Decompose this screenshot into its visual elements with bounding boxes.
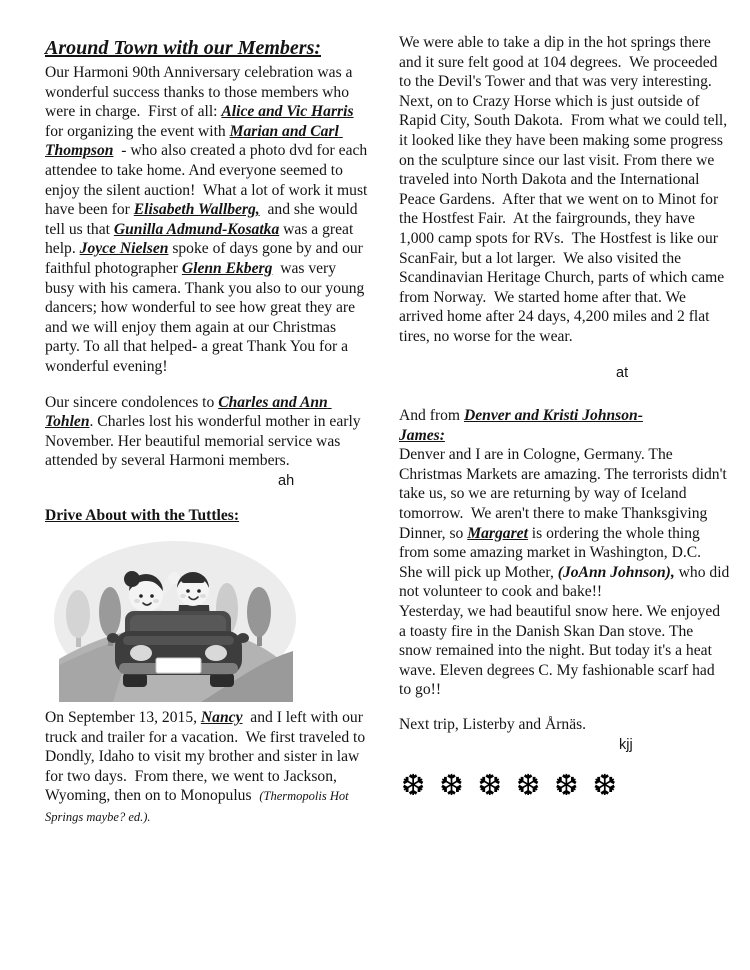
snowflake-icon: ❆ — [439, 768, 478, 803]
section-heading-drive-about: Drive About with the Tuttles: — [45, 507, 240, 525]
couple-driving-car-image — [53, 539, 298, 702]
signature-ah: ah — [278, 472, 295, 489]
anniversary-paragraph: Our Harmoni 90th Anniversary celebration was a wonderful success thanks to those members who were in charge. First of all: Alice and Vic Harris for organizing the event with Marian and Carl Thompson - who also created a photo dvd for each attendee to take home. And everyone seemed to enjoy the silent auction! What a lot of work it must have been for Elisabeth Wallberg, and she would tell us that Gunilla Admund-Kosatka was a great help. Joyce Nielsen spoke of days gone by and our faithful photographer Glenn Ekberg was very busy with his camera. Thank you also to our young dancers; how wonderful to see how great they are and we will enjoy them again at our Christmas party. To all that helped- a great Thank You for a wonderful evening! — [45, 64, 372, 375]
right-column — [399, 33, 734, 805]
snowflake-icon: ❆ — [477, 768, 516, 803]
letter-heading: And from Denver and Kristi Johnson- James: — [399, 407, 643, 444]
snowflake-icon: ❆ — [515, 768, 555, 803]
trip-paragraph: We were able to take a dip in the hot springs there and it sure felt good at 104 degrees. We proceeded to the Devil's Tower and that was very interesting. Next, on to Crazy Horse which is just outside of Rapid City, South Dakota. From what we could tell, it looked like they have been making some progress on the sculpture since our last visit. From there we traveled into North Dakota and the International Peace Gardens. After that we went on to Minot for the Hostfest Fair. At the fairgrounds, they have 1,000 camp spots for RVs. The Hostfest is like our ScanFair, but a lot larger. We also visited the Scandinavian Heritage Church, parts of which came from Norway. We started home after that. We arrived home after 24 days, 4,200 miles and 2 flat tires, no worse for the wear. — [399, 34, 732, 345]
snowflake-divider — [401, 765, 730, 805]
snowflake-icon: ❆ — [401, 768, 440, 803]
snowflake-icon: ❆ — [554, 768, 593, 803]
signature-kjj: kjj — [619, 736, 633, 753]
letter-paragraph: Denver and I are in Cologne, Germany. The Christmas Markets are amazing. The terrorists didn't take us, so we are returning by way of Iceland tomorrow. We aren't there to make Thanksgiving Dinner, so Margaret is ordering the whole thing from some amazing market in Washington, D.C. She will pick up Mother, (JoAnn Johnson), who did not volunteer to cook and bake!! Yesterday, we had beautiful snow here. We enjoyed a toasty fire in the Danish Skan Dan stove. The snow remained into the night. But today it's a heat wave. Eleven degrees C. My fashionable scarf had to go!! — [399, 446, 734, 699]
closing-line: Next trip, Listerby and Årnäs. — [399, 716, 587, 733]
left-column — [45, 36, 372, 828]
snowflake-icon: ❆ — [592, 768, 631, 803]
condolences-paragraph: Our sincere condolences to Charles and Ann Tohlen. Charles lost his wonderful mother in early November. Her beautiful memorial service was attended by several Harmoni members. — [45, 393, 365, 470]
vacation-paragraph: On September 13, 2015, Nancy and I left with our truck and trailer for a vacation. We first traveled to Dondly, Idaho to visit my brother and sister in law for two days. From there, we went to Jackson, Wyoming, then on to Monopulus (Thermopolis Hot Springs maybe? ed.). — [45, 709, 370, 825]
signature-at: at — [616, 364, 629, 381]
section-heading-around-town: Around Town with our Members: — [45, 37, 322, 59]
car-clipart-graphic — [53, 539, 298, 702]
